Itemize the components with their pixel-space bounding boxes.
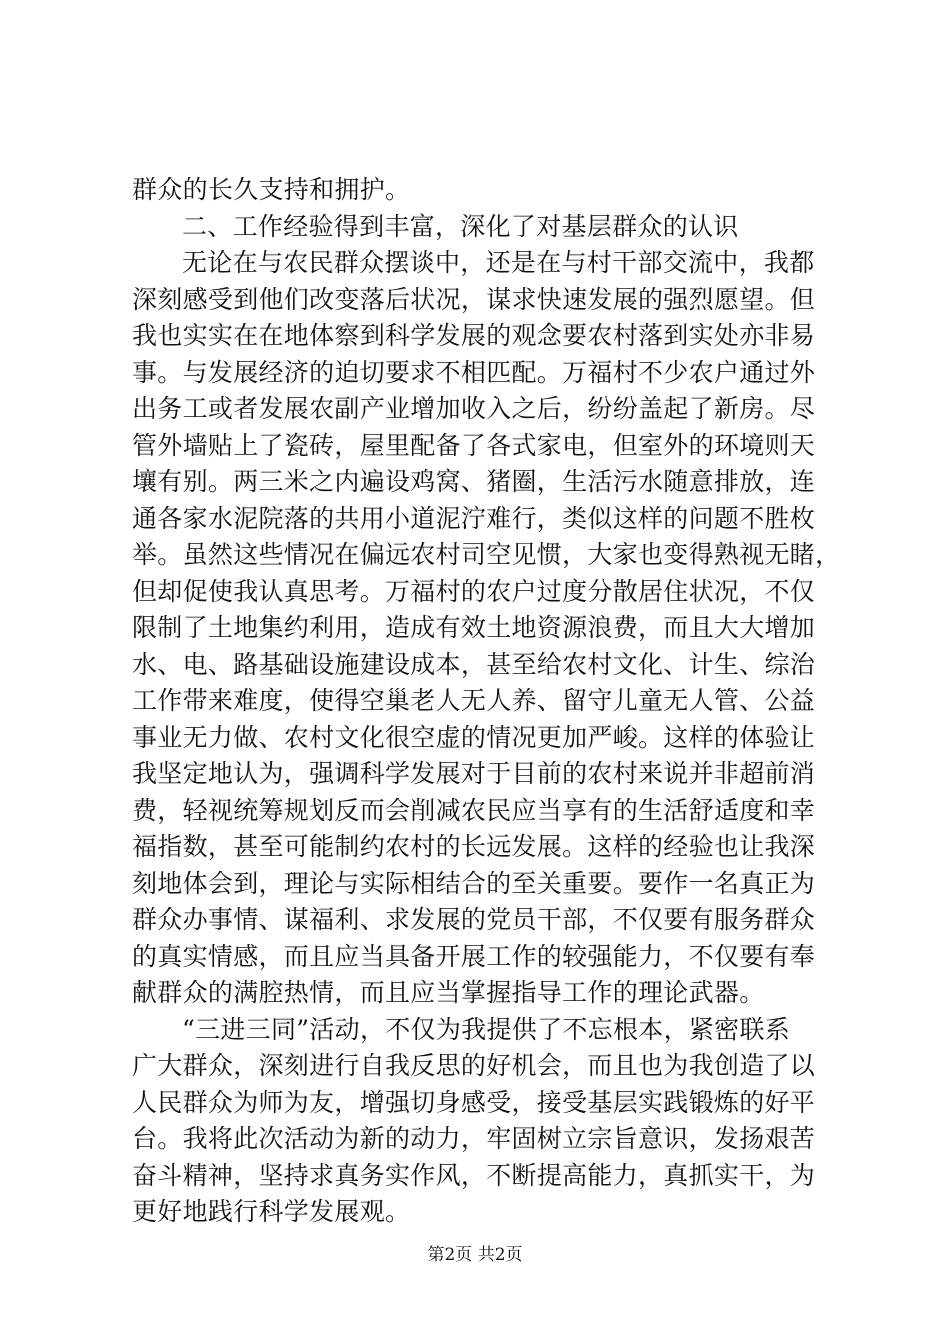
- text-line: 我也实实在在地体察到科学发展的观念要农村落到实处亦非易: [132, 321, 816, 350]
- text-line: 我坚定地认为，强调科学发展对于目前的农村来说并非超前消: [132, 759, 816, 788]
- text-line: 人民群众为师为友，增强切身感受，接受基层实践锻炼的好平: [132, 1087, 816, 1117]
- text-line: 福指数，甚至可能制约农村的长远发展。这样的经验也让我深: [132, 832, 816, 861]
- section-heading: 二、工作经验得到丰富，深化了对基层群众的认识: [182, 211, 739, 241]
- text-line: 管外墙贴上了瓷砖，屋里配备了各式家电，但室外的环境则天: [132, 430, 816, 460]
- text-line: 工作带来难度，使得空巢老人无人养、留守儿童无人管、公益: [132, 686, 816, 715]
- text-line: 无论在与农民群众摆谈中，还是在与村干部交流中，我都: [182, 248, 815, 277]
- text-line: 更好地践行科学发展观。: [132, 1197, 411, 1226]
- text-line: 通各家水泥院落的共用小道泥泞难行，类似这样的问题不胜枚: [132, 503, 816, 533]
- document-body: [132, 172, 841, 1231]
- page-footer: [0, 1244, 950, 1266]
- text-line: 刻地体会到，理论与实际相结合的至关重要。要作一名真正为: [132, 868, 816, 898]
- text-line: 限制了土地集约利用，造成有效土地资源浪费，而且大大增加: [132, 613, 816, 642]
- text-line: 深刻感受到他们改变落后状况，谋求快速发展的强烈愿望。但: [132, 284, 816, 314]
- text-line: 费，轻视统筹规划反而会削减农民应当享有的生活舒适度和幸: [132, 795, 816, 825]
- text-line: 出务工或者发展农副产业增加收入之后，纷纷盖起了新房。尽: [132, 394, 816, 423]
- page-number: 第2页 共2页: [427, 1245, 523, 1265]
- text-line: 事。与发展经济的迫切要求不相匹配。万福村不少农户通过外: [132, 357, 816, 387]
- text-line: 举。虽然这些情况在偏远农村司空见惯，大家也变得熟视无睹，: [132, 540, 841, 569]
- text-line: 但却促使我认真思考。万福村的农户过度分散居住状况，不仅: [132, 576, 816, 606]
- text-line: 奋斗精神，坚持求真务实作风，不断提高能力，真抓实干，为: [132, 1160, 816, 1190]
- text-line: 台。我将此次活动为新的动力，牢固树立宗旨意识，发扬艰苦: [132, 1124, 816, 1153]
- text-line: 水、电、路基础设施建设成本，甚至给农村文化、计生、综治: [132, 649, 816, 679]
- text-line: “三进三同”活动，不仅为我提供了不忘根本，紧密联系: [182, 1014, 791, 1044]
- text-line: 献群众的满腔热情，而且应当掌握指导工作的理论武器。: [132, 978, 765, 1007]
- text-line: 事业无力做、农村文化很空虚的情况更加严峻。这样的体验让: [132, 722, 816, 752]
- text-line: 群众办事情、谋福利、求发展的党员干部，不仅要有服务群众: [132, 905, 816, 934]
- text-line: 的真实情感，而且应当具备开展工作的较强能力，不仅要有奉: [132, 941, 816, 971]
- text-line: 壤有别。两三米之内遍设鸡窝、猪圈，生活污水随意排放，连: [132, 467, 816, 496]
- text-line: 广大群众，深刻进行自我反思的好机会，而且也为我创造了以: [132, 1051, 816, 1080]
- text-line: 群众的长久支持和拥护。: [132, 175, 411, 204]
